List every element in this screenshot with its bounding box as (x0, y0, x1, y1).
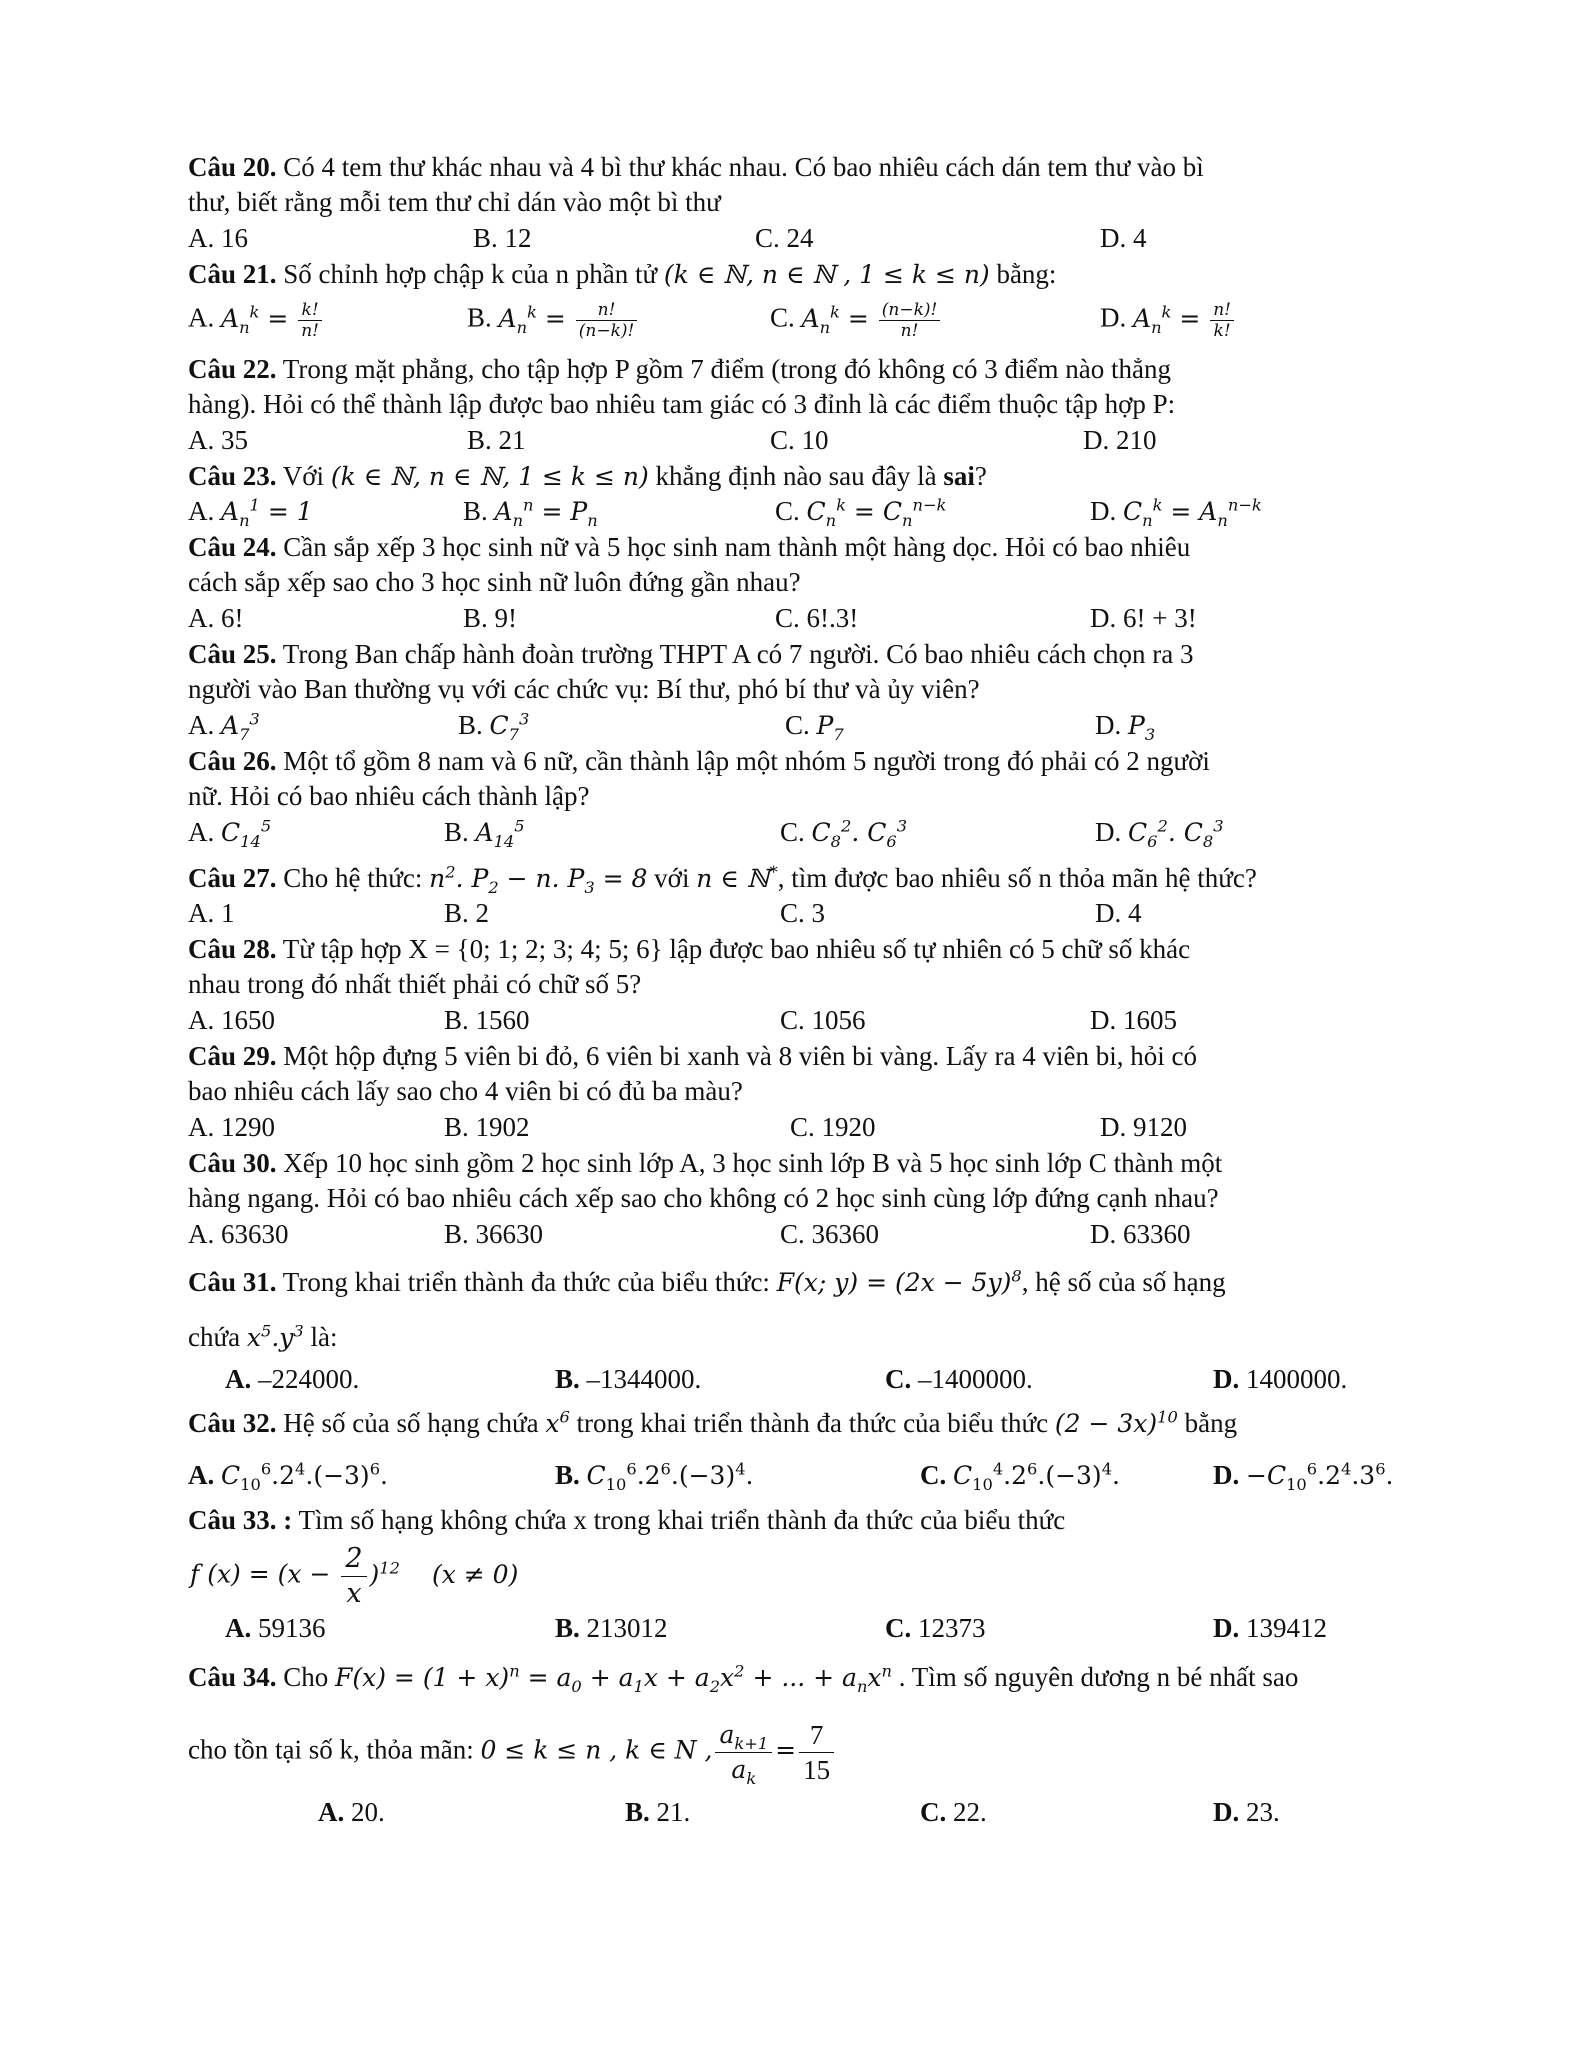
option-c (770, 300, 942, 341)
condition-math: (k ∈ ℕ, n ∈ ℕ , 1 ≤ k ≤ n) (663, 260, 990, 289)
option-d: D. 4 (1100, 223, 1147, 253)
option-letter: A. (188, 496, 215, 526)
question-34 (188, 1660, 1298, 1695)
question-label: Câu 34. (188, 1662, 277, 1692)
option-a (225, 1362, 359, 1396)
formula: )$^{12}$ (369, 1558, 400, 1589)
option-c: C. 1056 (780, 1005, 866, 1035)
question-text: bằng (1177, 1408, 1238, 1438)
question-29 (188, 1039, 1197, 1073)
question-32 (188, 1406, 1237, 1441)
formula: $C_6^2$. $C_8^3$ (1128, 816, 1224, 851)
option-letter: A. (188, 1460, 215, 1490)
question-text: Số chỉnh hợp chập k của n phần tử (276, 259, 664, 289)
question-25 (188, 637, 1193, 671)
formula: $P_3$ (1128, 711, 1156, 744)
option-d: D. 210 (1083, 425, 1157, 455)
fraction: $\frac{n!}{(n-k)!}$ (576, 300, 638, 341)
question-23 (188, 459, 987, 494)
option-letter: B. (458, 710, 483, 740)
question-text-line: hàng ngang. Hỏi có bao nhiêu cách xếp sao cho không có 2 học sinh cùng lớp đứng cạnh nhau? (188, 1183, 1219, 1213)
option-value: 21. (656, 1797, 691, 1827)
option-c (920, 1795, 987, 1829)
option-letter: C. (920, 1460, 947, 1490)
option-b: B. 21 (467, 425, 526, 455)
option-b (444, 815, 525, 850)
condition-math: (k ∈ ℕ, n ∈ ℕ, 1 ≤ k ≤ n) (330, 462, 649, 491)
question-label: Câu 25. (188, 639, 277, 669)
fraction: $\frac{n!}{k!}$ (1210, 300, 1234, 341)
question-text: Một tổ gồm 8 nam và 6 nữ, cần thành lập một nhóm 5 người trong đó phải có 2 người (276, 746, 1210, 776)
option-letter: A. (225, 1613, 252, 1643)
question-text-line: bao nhiêu cách lấy sao cho 4 viên bi có đủ ba màu? (188, 1076, 743, 1106)
question-33 (188, 1503, 1065, 1537)
option-value: 23. (1246, 1797, 1280, 1827)
option-d (1095, 708, 1155, 743)
question-31 (188, 1265, 1226, 1300)
formula: (x ≠ 0) (431, 1559, 519, 1589)
fraction: $\frac{7}{15}$ (799, 1718, 834, 1787)
option-value: –1400000. (918, 1364, 1033, 1394)
formula: $A_n^k$ = (221, 302, 297, 337)
question-30 (188, 1146, 1222, 1180)
question-text: Xếp 10 học sinh gồm 2 học sinh lớp A, 3 học sinh lớp B và 5 học sinh lớp C thành một (276, 1148, 1223, 1178)
option-c (775, 494, 946, 529)
question-text: Cho (276, 1662, 336, 1692)
option-a (188, 494, 313, 529)
option-letter: C. (885, 1364, 912, 1394)
question-label: Câu 23. (188, 461, 277, 491)
formula: $C_{10}^6.2^6.(-3)^4$. (586, 1459, 754, 1494)
formula: = (775, 1735, 797, 1765)
question-text: Trong Ban chấp hành đoàn trường THPT A có 7 người. Có bao nhiêu cách chọn ra 3 (276, 639, 1194, 669)
question-text-line: thư, biết rằng mỗi tem thư chỉ dán vào một bì thư (188, 187, 721, 217)
option-letter: D. (1095, 710, 1122, 740)
option-letter: B. (555, 1460, 580, 1490)
option-value: –1344000. (586, 1364, 702, 1394)
question-label: Câu 24. (188, 532, 277, 562)
question-text: Trong khai triển thành đa thức của biểu thức: (276, 1267, 777, 1297)
formula: $A_7^3$ (221, 709, 260, 744)
option-letter: D. (1090, 496, 1117, 526)
option-b (555, 1458, 754, 1493)
question-text: Tìm số hạng không chứa x trong khai triển thành đa thức của biểu thức (292, 1505, 1066, 1535)
option-c (885, 1611, 986, 1645)
option-a: A. 16 (188, 223, 248, 253)
option-c: C. 6!.3! (775, 603, 859, 633)
option-d: D. 1605 (1090, 1005, 1177, 1035)
option-letter: B. (625, 1797, 650, 1827)
fraction: $\frac{(n-k)!}{n!}$ (879, 300, 941, 341)
option-a (188, 708, 260, 743)
question-28 (188, 932, 1190, 966)
option-d (1213, 1458, 1393, 1493)
option-c (785, 708, 844, 743)
option-letter: A. (188, 710, 215, 740)
option-letter: D. (1213, 1797, 1240, 1827)
option-c (885, 1362, 1033, 1396)
option-b (555, 1611, 668, 1645)
fraction: $\frac{2}{x}$ (341, 1542, 366, 1611)
option-value: 1400000. (1246, 1364, 1348, 1394)
option-c: C. 1920 (790, 1112, 876, 1142)
option-b (463, 494, 598, 529)
option-letter: A. (225, 1364, 252, 1394)
option-d (1213, 1795, 1280, 1829)
option-letter: C. (780, 817, 805, 847)
formula: $A_n^k$ = (1133, 302, 1209, 337)
option-letter: D. (1213, 1364, 1240, 1394)
option-letter: B. (444, 817, 469, 847)
question-text: trong khai triển thành đa thức của biểu thức (569, 1408, 1055, 1438)
option-b: B. 9! (463, 603, 517, 633)
question-text: với (647, 863, 697, 893)
question-text: Có 4 tem thư khác nhau và 4 bì thư khác nhau. Có bao nhiêu cách dán tem thư vào bì (276, 152, 1204, 182)
formula: $A_{14}^5$ (475, 816, 525, 851)
question-34-line2 (188, 1718, 837, 1787)
option-letter: C. (775, 496, 800, 526)
option-letter: A. (188, 817, 215, 847)
option-letter: D. (1095, 817, 1122, 847)
formula: $x^6$ (545, 1407, 570, 1438)
option-value: 59136 (258, 1613, 326, 1643)
fraction: $\frac{k!}{n!}$ (298, 300, 322, 341)
question-label: Câu 31. (188, 1267, 277, 1297)
question-27 (188, 861, 1257, 896)
emphasis: sai (943, 461, 975, 491)
question-text: ? (974, 461, 987, 491)
option-a: A. 1 (188, 898, 235, 928)
question-text: Trong mặt phẳng, cho tập hợp P gồm 7 điểm (trong đó không có 3 điểm nào thẳng (276, 354, 1171, 384)
question-text: bằng: (989, 259, 1057, 289)
option-letter: D. (1100, 302, 1127, 333)
question-text-line: người vào Ban thường vụ với các chức vụ: Bí thư, phó bí thư và ủy viên? (188, 674, 980, 704)
question-text: , hệ số của số hạng (1021, 1267, 1226, 1297)
formula: $A_n^k$ = (498, 302, 574, 337)
option-value: 22. (953, 1797, 987, 1827)
question-text-line: cách sắp xếp sao cho 3 học sinh nữ luôn đứng gần nhau? (188, 567, 801, 597)
formula: $x^5.y^3$ (246, 1321, 304, 1352)
formula: $C_{10}^6.2^4.(-3)^6$. (221, 1459, 388, 1494)
option-value: –224000. (258, 1364, 360, 1394)
option-b: B. 1560 (444, 1005, 530, 1035)
question-text: Cần sắp xếp 3 học sinh nữ và 5 học sinh nam thành một hàng dọc. Hỏi có bao nhiêu (276, 532, 1191, 562)
option-b: B. 1902 (444, 1112, 530, 1142)
formula: $C_n^k = A_n^{n-k}$ (1123, 495, 1262, 530)
option-d (1100, 300, 1236, 341)
option-letter: A. (188, 302, 215, 333)
option-letter: C. (785, 710, 810, 740)
option-a (225, 1611, 326, 1645)
question-21 (188, 257, 1056, 292)
option-letter: C. (770, 302, 795, 333)
option-value: 139412 (1246, 1613, 1327, 1643)
option-c (780, 815, 907, 850)
question-label: Câu 20. (188, 152, 277, 182)
option-c (920, 1458, 1120, 1493)
question-text-line: nữ. Hỏi có bao nhiêu cách thành lập? (188, 781, 590, 811)
option-c: C. 3 (780, 898, 826, 928)
question-label: Câu 30. (188, 1148, 277, 1178)
question-31-line2 (188, 1320, 337, 1355)
question-label: Câu 27. (188, 863, 277, 893)
formula: $-C_{10}^6.2^4.3^6$. (1246, 1459, 1394, 1494)
option-value: 12373 (918, 1613, 986, 1643)
question-text: là: (303, 1322, 338, 1352)
question-text: Với (276, 461, 331, 491)
option-letter: C. (920, 1797, 947, 1827)
option-c: C. 24 (755, 223, 814, 253)
option-d: D. 6! + 3! (1090, 603, 1197, 633)
option-a: A. 6! (188, 603, 244, 633)
option-b (625, 1795, 690, 1829)
formula: $A_n^n = P_n$ (494, 495, 598, 530)
question-text: Một hộp đựng 5 viên bi đỏ, 6 viên bi xanh và 8 viên bi vàng. Lấy ra 4 viên bi, hỏi có (276, 1041, 1197, 1071)
option-letter: C. (885, 1613, 912, 1643)
question-text: khẳng định nào sau đây là (648, 461, 944, 491)
option-d (1090, 494, 1262, 529)
option-d: D. 4 (1095, 898, 1142, 928)
option-b (458, 708, 529, 743)
question-text: Từ tập hợp X = {0; 1; 2; 3; 4; 5; 6} lập được bao nhiêu số tự nhiên có 5 chữ số khác (276, 934, 1191, 964)
formula: $A_n^k$ = (801, 302, 877, 337)
formula: $C_8^2$. $C_6^3$ (811, 816, 908, 851)
question-33-formula (190, 1542, 518, 1611)
option-letter: D. (1213, 1613, 1240, 1643)
formula: $C_{14}^5$ (221, 816, 272, 851)
option-d (1095, 815, 1224, 850)
option-letter: B. (555, 1364, 580, 1394)
option-a: A. 63630 (188, 1219, 289, 1249)
formula: $F(x) = (1 + x)^n = a_0 + a_1x + a_2x^2$ + ... + $a_nx^n$ (335, 1661, 892, 1696)
question-label: Câu 33. : (188, 1505, 293, 1535)
option-b: B. 36630 (444, 1219, 544, 1249)
formula: $n^2$. $P_2 - n$. $P_3 = 8$ (429, 862, 648, 897)
option-a (188, 815, 271, 850)
option-d: D. 63360 (1090, 1219, 1191, 1249)
formula: $C_7^3$ (489, 709, 530, 744)
option-d: D. 9120 (1100, 1112, 1187, 1142)
option-b (555, 1362, 701, 1396)
option-d (1213, 1611, 1327, 1645)
question-label: Câu 29. (188, 1041, 277, 1071)
option-b (467, 300, 639, 341)
formula: $(2 - 3x)^{10}$ (1054, 1407, 1178, 1438)
formula: $A_n^1 = 1$ (221, 495, 313, 530)
option-letter: B. (463, 496, 488, 526)
question-label: Câu 22. (188, 354, 277, 384)
option-d (1213, 1362, 1347, 1396)
formula: 0 ≤ k ≤ n , k ∈ N , (480, 1735, 713, 1765)
formula: $C_n^k = C_n^{n-k}$ (806, 495, 947, 530)
formula: $P_7$ (816, 711, 844, 744)
question-label: Câu 26. (188, 746, 277, 776)
question-text: . Tìm số nguyên dương n bé nhất sao (891, 1662, 1299, 1692)
option-value: 20. (351, 1797, 385, 1827)
option-a (318, 1795, 385, 1829)
question-22 (188, 352, 1171, 386)
question-text-line: hàng). Hỏi có thể thành lập được bao nhiêu tam giác có 3 đỉnh là các điểm thuộc tập hợp P: (188, 389, 1176, 419)
option-letter: B. (467, 302, 492, 333)
question-label: Câu 32. (188, 1408, 277, 1438)
option-a: A. 1650 (188, 1005, 275, 1035)
option-b: B. 12 (473, 223, 532, 253)
question-label: Câu 28. (188, 934, 277, 964)
question-text: Hệ số của số hạng chứa (276, 1408, 546, 1438)
question-20 (188, 150, 1204, 184)
formula: F(x; $y) = (2x - 5y)^8$ (776, 1266, 1022, 1297)
question-26 (188, 744, 1210, 778)
option-c: C. 10 (770, 425, 829, 455)
question-text-line: nhau trong đó nhất thiết phải có chữ số 5? (188, 969, 642, 999)
option-c: C. 36360 (780, 1219, 880, 1249)
formula: n ∈ ℕ* (696, 862, 778, 893)
question-text: , tìm được bao nhiêu số n thỏa mãn hệ thức? (777, 863, 1257, 893)
option-letter: D. (1213, 1460, 1240, 1490)
option-b: B. 2 (444, 898, 490, 928)
option-value: 213012 (586, 1613, 668, 1643)
question-24 (188, 530, 1190, 564)
question-text: Cho hệ thức: (276, 863, 430, 893)
option-a: A. 1290 (188, 1112, 275, 1142)
question-text: chứa (188, 1322, 247, 1352)
formula: $C_{10}^4.2^6.(-3)^4$. (953, 1459, 1120, 1494)
fraction: $\frac{a_{k+1}}{a_k}$ (715, 1718, 772, 1787)
option-a (188, 300, 324, 341)
option-letter: A. (318, 1797, 345, 1827)
formula: f (x) = (x − (190, 1559, 339, 1589)
option-a: A. 35 (188, 425, 248, 455)
question-text: cho tồn tại số k, thỏa mãn: (188, 1734, 481, 1765)
option-a (188, 1458, 388, 1493)
option-letter: B. (555, 1613, 580, 1643)
question-label: Câu 21. (188, 259, 277, 289)
